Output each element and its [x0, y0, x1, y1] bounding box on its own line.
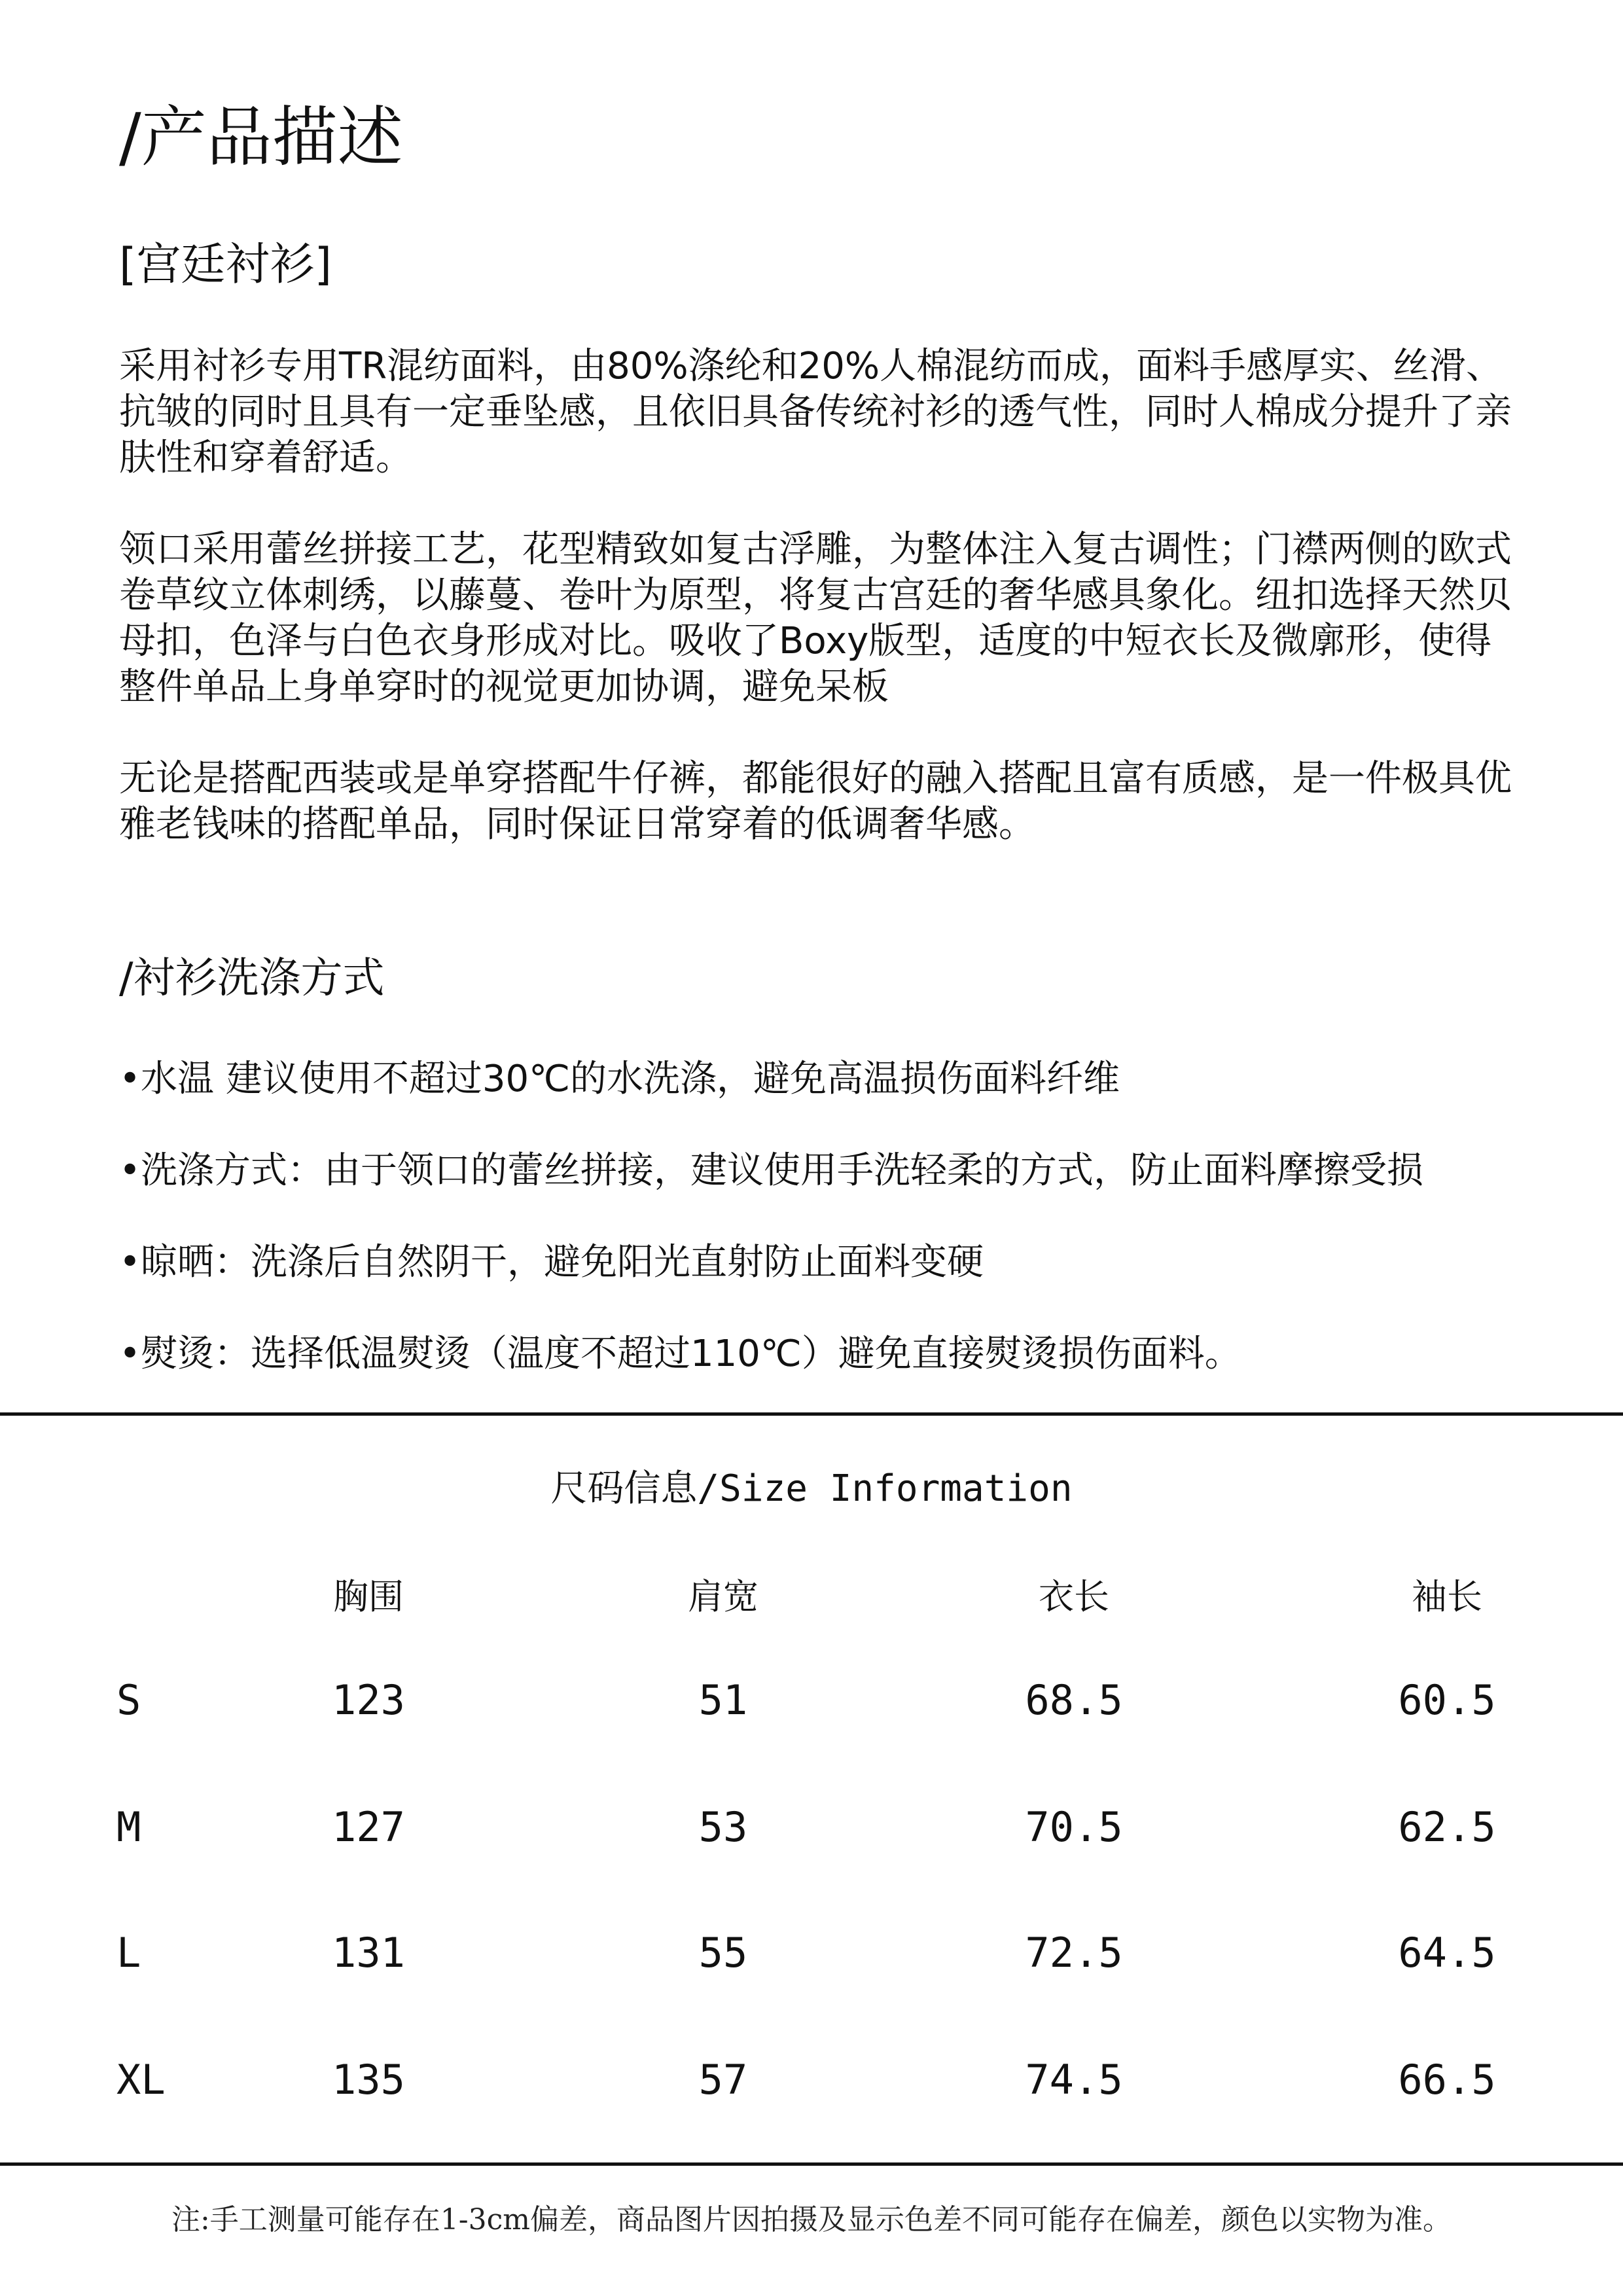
column-header-chest: 胸围: [333, 1576, 404, 1617]
table-cell: 62.5: [1398, 1803, 1496, 1851]
size-table-title: 尺码信息/Size Information: [550, 1467, 1073, 1510]
description-paragraph-styling: 无论是搭配西装或是单穿搭配牛仔裤，都能很好的融入搭配且富有质感，是一件极具优雅老钱味的搭配单品，同时保证日常穿着的低调奢华感。: [119, 757, 1512, 846]
table-cell: 64.5: [1398, 1929, 1496, 1977]
table-cell: 74.5: [1025, 2056, 1123, 2104]
table-cell: 131: [332, 1929, 405, 1977]
care-section-title: /衬衫洗涤方式: [119, 954, 385, 1003]
description-paragraph-fabric: 采用衬衫专用TR混纺面料，由80%涤纶和20%人棉混纺而成，面料手感厚实、丝滑、抗皱的同时且具有一定垂坠感，且依旧具备传统衬衫的透气性，同时人棉成分提升了亲肤性和穿着舒适。: [119, 345, 1512, 479]
column-header-shoulder: 肩宽: [688, 1576, 758, 1617]
table-cell: 57: [698, 2056, 748, 2104]
measurement-footnote: 注:手工测量可能存在1-3cm偏差，商品图片因拍摄及显示色差不同可能存在偏差，颜色以实物为准。: [171, 2203, 1452, 2236]
table-cell: 68.5: [1025, 1676, 1123, 1724]
table-cell: 60.5: [1398, 1676, 1496, 1724]
page-title: /产品描述: [119, 99, 403, 175]
table-cell: 123: [332, 1676, 405, 1724]
care-item-water-temperature: •水温 建议使用不超过30℃的水洗涤，避免高温损伤面料纤维: [119, 1058, 1120, 1100]
divider-top: [0, 1412, 1623, 1416]
table-cell: 127: [332, 1803, 405, 1851]
column-header-sleeve: 袖长: [1412, 1576, 1482, 1617]
care-item-ironing: •熨烫：选择低温熨烫（温度不超过110℃）避免直接熨烫损伤面料。: [119, 1333, 1241, 1375]
table-cell: 51: [698, 1676, 748, 1724]
table-cell: 53: [698, 1803, 748, 1851]
table-cell: 55: [698, 1929, 748, 1977]
size-label-xl: XL: [116, 2056, 166, 2104]
table-cell: 135: [332, 2056, 405, 2104]
column-header-length: 衣长: [1039, 1576, 1109, 1617]
size-label-l: L: [116, 1929, 141, 1977]
table-cell: 70.5: [1025, 1803, 1123, 1851]
table-cell: 66.5: [1398, 2056, 1496, 2104]
divider-bottom: [0, 2162, 1623, 2166]
care-item-drying: •晾晒：洗涤后自然阴干，避免阳光直射防止面料变硬: [119, 1241, 984, 1283]
table-cell: 72.5: [1025, 1929, 1123, 1977]
size-label-m: M: [116, 1803, 141, 1851]
description-paragraph-details: 领口采用蕾丝拼接工艺，花型精致如复古浮雕，为整体注入复古调性；门襟两侧的欧式卷草纹立体刺绣，以藤蔓、卷叶为原型，将复古宫廷的奢华感具象化。纽扣选择天然贝母扣，色泽与白色衣身形成对比。吸收了Boxy版型，适度的中短衣长及微廓形，使得整件单品上身单穿时的视觉更加协调，避免呆板: [119, 528, 1512, 708]
care-item-washing-method: •洗涤方式：由于领口的蕾丝拼接，建议使用手洗轻柔的方式，防止面料摩擦受损: [119, 1149, 1424, 1192]
size-label-s: S: [116, 1676, 141, 1724]
product-name: [宫廷衬衫]: [119, 239, 332, 291]
